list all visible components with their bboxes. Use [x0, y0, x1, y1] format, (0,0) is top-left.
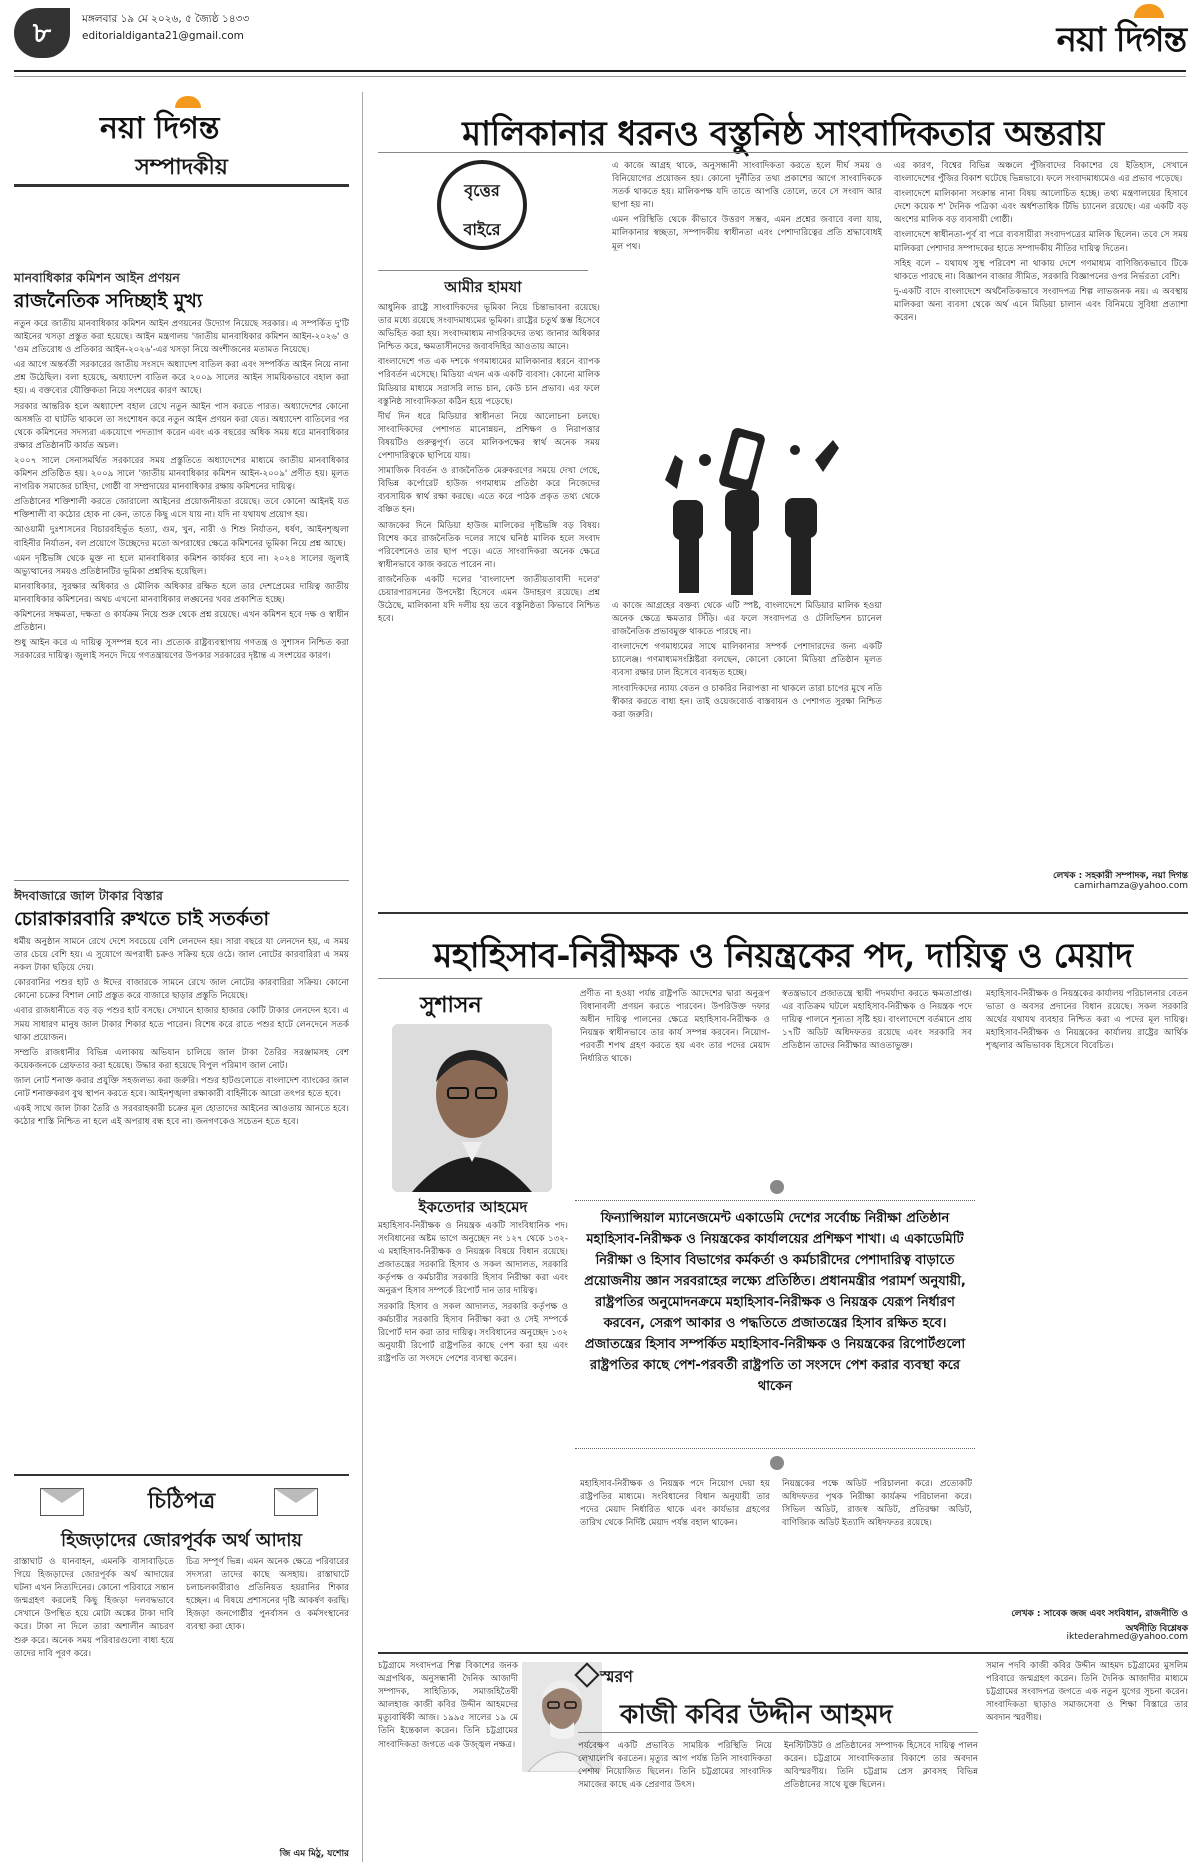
- second-article-signature: লেখক : সাবেক জজ এবং সংবিধান, রাজনীতি ও অর্থনীতি বিশ্লেষক: [1011, 1609, 1188, 1634]
- editorial-headline: চোরাকারবারি রুখতে চাই সতর্কতা: [14, 908, 269, 930]
- obituary-body-far: সমান পদবি কাজী কবির উদ্দীন আহমদ চট্টগ্রামের মুসলিম পরিবারে জন্মগ্রহণ করেন। তিনি দৈনিক আজাদীর মাধ্যমে চট্টগ্রামের সংবাদপত্র জগতে এক নতুন যুগের সূচনা করেন। সাংবাদিকতা ছাড়াও সমাজসেবা ও শিক্ষা বিস্তারে তার অবদান স্মরণীয়।: [986, 1661, 1188, 1724]
- divider: [378, 1652, 1188, 1654]
- header-rule-thin: [14, 76, 1186, 77]
- editorial-kicker: ঈদবাজারে জাল টাকার বিস্তার: [14, 888, 163, 903]
- separator-dot: [770, 1456, 784, 1470]
- second-article-col2: প্রণীত না হওয়া পর্যন্ত রাষ্ট্রপতি আদেশের দ্বারা অনুরূপ বিধানাবলী প্রণয়ন করতে পারবেন। উপরিউক্ত দফার অধীন দায়িত্ব পালনের ক্ষেত্রে মহাহিসাব-নিরীক্ষক ও নিয়ন্ত্রক স্বাধীনভাবে তার কার্য সম্পন্ন করবেন। নিয়োগ-পরবর্তী শপথ গ্রহণ করতে হয় এবং তার পদের মেয়াদ নির্ধারিত থাকে।: [580, 989, 770, 1065]
- obituary-name: কাজী কবির উদ্দীন আহমদ: [620, 1700, 893, 1730]
- letter-body-left: রাস্তাঘাট ও যানবাহন, এমনকি বাসাবাড়িতে গিয়ে হিজড়াদের জোরপূর্বক অর্থ আদায়ের ঘটনা এখন নিত্যদিনের। কোনো পরিবারে সন্তান জন্মগ্রহণ করলেই কিছু হিজড়া দলবদ্ধভাবে সেখানে উপস্থিত হয়ে মোটা অঙ্কের টাকা দাবি করে। টাকা না দিলে তারা অশালীন আচরণ শুরু করে। অনেক সময় পরিবারগুলো বাধ্য হয়ে তাদের দাবি পূরণ করে।: [14, 1557, 174, 1659]
- editorial-brand: নয়া দিগন্ত: [100, 104, 219, 155]
- editorial-body: ধর্মীয় অনুষ্ঠান সামনে রেখে দেশে সবচেয়ে বেশি লেনদেন হয়। সারা বছরে যা লেনদেন হয়, এ সময় তার চেয়ে বেশি হয়। এ সুযোগে অপরাধী চক্রও সক্রিয় হয়ে ওঠে। জাল নোটের কারবারিরা এ সময় নকল টাকা ছড়িয়ে দেয়। কোরবানির পশুর হাট ও ঈদের বাজারকে সামনে রেখে জাল নোটের কারবারিরা সক্রিয়। কোনো কোনো চক্রের বিশাল নোট প্রস্তুত করে বাজারে ছাড়ার প্রস্তুতি নিয়েছে। এবার রাজধানীতে বড় বড় পশুর হাট বসছে। সেখানে হাজার হাজার কোটি টাকার লেনদেন হবে। এ সময় সাধারণ মানুষ জাল টাকার শিকার হতে পারেন। বিশেষ করে রাতে পশুর হাটে লেনদেনে সতর্ক থাকা প্রয়োজন। সম্প্রতি রাজধানীর বিভিন্ন এলাকায় অভিযান চালিয়ে জাল টাকা তৈরির সরঞ্জামসহ বেশ কয়েকজনকে গ্রেফতার করা হয়েছে। উদ্ধার করা হয়েছে বিপুল পরিমাণ জাল নোট। জাল নোট শনাক্ত করার প্রযুক্তি সহজলভ্য করা জরুরি। পশুর হাটগুলোতে বাংলাদেশ ব্যাংকের জাল নোট শনাক্তকরণ বুথ স্থাপন করতে হবে। আইনশৃঙ্খলা রক্ষাকারী বাহিনীকে আরো তৎপর হতে হবে। একই সাথে জাল টাকা তৈরি ও সরবরাহকারী চক্রের মূল হোতাদের আইনের আওতায় আনতে হবে। কঠোর শাস্তি নিশ্চিত না হলে এই অপরাধ বন্ধ হবে না। জনগণকেও সচেতন হতে হবে।: [14, 937, 349, 1128]
- main-article-col2-bottom: এ কাজে আগ্রহের বক্তব্য থেকে এটি স্পষ্ট, বাংলাদেশে মিডিয়ার মালিক হওয়া অনেক ক্ষেত্রে ক্ষমতার সিঁড়ি। এর ফলে সংবাদপত্র ও টেলিভিশন চ্যানেল রাজনৈতিক প্রভাবমুক্ত থাকতে পারছে না। বাংলাদেশে গণমাধ্যমের সাথে মালিকানার সম্পর্ক পেশাদারদের জন্য একটি চ্যালেঞ্জ। গণমাধ্যমসংশ্লিষ্টরা বলছেন, কোনো কোনো মিডিয়া প্রতিষ্ঠান মূলত ব্যবসা রক্ষার ঢাল হিসেবে ব্যবহৃত হচ্ছে। সাংবাদিকদের ন্যায্য বেতন ও চাকরির নিরাপত্তা না থাকলে তারা চাপের মুখে নতি স্বীকার করতে বাধ্য হন। তাই ওয়েজবোর্ড বাস্তবায়ন ও পেশাগত সুরক্ষা নিশ্চিত করা জরুরি।: [612, 601, 882, 720]
- main-article-col3: এর কারণ, বিশ্বের বিভিন্ন অঞ্চলে পুঁজিবাদের বিকাশের যে ইতিহাস, সেখানে বাংলাদেশের পুঁজির বিকাশ ঘটেছে ভিন্নভাবে। ফলে সংবাদমাধ্যমেও এর প্রভাব পড়েছে। বাংলাদেশে মালিকানা সংক্রান্ত নানা বিষয় আলোচিত হচ্ছে। তথ্য মন্ত্রণালয়ের হিসাবে দেশে কয়েক শ' দৈনিক পত্রিকা এবং অর্ধশতাধিক টিভি চ্যানেল রয়েছে। এর একটি বড় অংশের মালিক বড় ব্যবসায়ী গোষ্ঠী। বাংলাদেশে স্বাধীনতা-পূর্ব বা পরে ব্যবসায়ীরা সংবাদপত্রের মালিক ছিলেন। তবে সে সময় মালিকরা পেশাদার সম্পাদকের হাতে সম্পাদকীয় নীতির দায়িত্ব দিতেন। সহিহ বলে – যথাযথ সুস্থ পরিবেশ না থাকায় দেশে গণমাধ্যম বাণিজ্যিকভাবে টিকে থাকতে পারছে না। বিজ্ঞাপন বাজার সীমিত, সরকারি বিজ্ঞাপনের ওপর নির্ভরতা বেশি। দু-একটি বাদে বাংলাদেশে অর্থনৈতিকভাবে সংবাদপত্র শিল্প লাভজনক নয়। এ অবস্থায় মালিকরা অন্য ব্যবসা থেকে অর্থ এনে মিডিয়া চালান এবং বিনিময়ে সুবিধা প্রত্যাশা করেন।: [894, 161, 1188, 324]
- letter-body-right: চিত্র সম্পূর্ণ ভিন্ন। এমন অনেক ক্ষেত্রে পরিবারের সদস্যরা তাদের কাছে অসহায়। রাস্তাঘাটে চলাচলকারীরাও প্রতিনিয়ত হয়রানির শিকার হচ্ছেন। এ বিষয়ে প্রশাসনের দৃষ্টি আকর্ষণ করছি। হিজড়া জনগোষ্ঠীর পুনর্বাসন ও কর্মসংস্থানের ব্যবস্থা করা হোক।: [186, 1557, 349, 1633]
- editorial-kicker: মানবাধিকার কমিশন আইন প্রণয়ন: [14, 270, 180, 285]
- masthead-text: নয়া দিগন্ত: [1056, 20, 1186, 60]
- second-article-col4: মহাহিসাব-নিরীক্ষক ও নিয়ন্ত্রকের কার্যালয় পরিচালনার বেতন ভাতা ও অবসর প্রদানের বিধান রয়েছে। সকল সরকারি অর্থের যথাযথ ব্যবহার নিশ্চিত করা এ পদের মূল দায়িত্ব। মহাহিসাব-নিরীক্ষক ও নিয়ন্ত্রকের কার্যালয় রাষ্ট্রের আর্থিক শৃঙ্খলার অভিভাবক হিসেবে বিবেচিত।: [986, 989, 1188, 1052]
- column-name: সুশাসন: [420, 992, 482, 1018]
- sun-icon: [1134, 4, 1164, 18]
- masthead-logo: [1057, 14, 1186, 71]
- divider: [378, 270, 588, 271]
- editorial-email[interactable]: editorialdiganta21@gmail.com: [82, 30, 244, 42]
- page-header: [0, 0, 1200, 80]
- header-rule: [14, 70, 1186, 72]
- second-article-col3b: নিয়ন্ত্রকের পক্ষে অডিট পরিচালনা করে। প্রত্যেকটি অধিদফতর পৃথক নিরীক্ষা কার্যক্রম পরিচালনা করে। সিভিল অডিট, রাজস্ব অডিট, প্রতিরক্ষা অডিট, বাণিজ্যিক অডিট ইত্যাদি অধিদফতর রয়েছে।: [782, 1479, 972, 1529]
- callout-rule: [575, 1200, 975, 1201]
- divider: [14, 880, 349, 881]
- obituary-intro: চট্টগ্রামে সংবাদপত্র শিল্প বিকাশের জনক অগ্রপথিক, অনুসন্ধানী দৈনিক আজাদী সম্পাদক, সাহিত্যিক, সমাজহিতৈষী আলহাজ কাজী কবির উদ্দীন আহমদের মৃত্যুবার্ষিকী আজ। ১৯৯৫ সালের ১৯ মে তিনি ইন্তেকাল করেন। তিনি চট্টগ্রামের সাংবাদিকতা জগতে এক উজ্জ্বল নক্ষত্র।: [378, 1661, 518, 1750]
- column-divider: [362, 92, 363, 1862]
- sun-icon: [175, 96, 201, 108]
- section-title-editorial: সম্পাদকীয়: [135, 154, 228, 180]
- protest-fists-illustration: [645, 420, 855, 595]
- second-article-signature-email[interactable]: iktederahmed@yahoo.com: [1066, 1632, 1188, 1642]
- author-portrait: [392, 1024, 552, 1192]
- section-title-letters: চিঠিপত্র: [147, 1488, 216, 1514]
- editorial-headline: রাজনৈতিক সদিচ্ছাই মুখ্য: [14, 290, 203, 312]
- separator-dot: [770, 1180, 784, 1194]
- divider: [378, 152, 1188, 153]
- main-article-author: আমীর হামযা: [444, 278, 522, 296]
- page-number: ৮: [14, 8, 70, 58]
- callout-rule: [575, 1448, 975, 1449]
- letter-headline: হিজড়াদের জোরপূর্বক অর্থ আদায়: [60, 1530, 303, 1551]
- second-article-headline: মহাহিসাব-নিরীক্ষক ও নিয়ন্ত্রকের পদ, দায়িত্ব ও মেয়াদ: [433, 936, 1133, 976]
- obituary-body-right: ইনস্টিটিউট ও প্রতিষ্ঠানের সম্পাদক হিসেবে দায়িত্ব পালন করেন। চট্টগ্রামে সাংবাদিকতার বিকাশে তার অবদান অবিস্মরণীয়। তিনি চট্টগ্রাম প্রেস ক্লাবসহ বিভিন্ন প্রতিষ্ঠানের সাথে যুক্ত ছিলেন।: [784, 1741, 978, 1791]
- section-rule: [14, 184, 349, 187]
- dateline: মঙ্গলবার ১৯ মে ২০২৬, ৫ জ্যৈষ্ঠ ১৪৩৩: [82, 13, 250, 25]
- obituary-body-mid: পর্যবেক্ষণ একটি প্রভাবিত সাময়িক পরিস্থিতি নিয়ে লেখালেখি করতেন। মৃত্যুর আগ পর্যন্ত তিনি সাংবাদিকতা পেশায় নিয়োজিত ছিলেন। তিনি চট্টগ্রামের সাংবাদিক সমাজের কাছে এক প্রেরণার উৎস।: [578, 1741, 772, 1791]
- main-article-headline: মালিকানার ধরনও বস্তুনিষ্ঠ সাংবাদিকতার অন্তরায়: [462, 114, 1104, 154]
- main-article-signature: লেখক : সহকারী সম্পাদক, নয়া দিগন্ত: [1052, 871, 1188, 881]
- main-article-signature-email[interactable]: camirhamza@yahoo.com: [1074, 881, 1188, 891]
- section-title-remembrance: স্মরণ: [600, 1667, 633, 1686]
- main-article-col1: আধুনিক রাষ্ট্রে সাংবাদিকদের ভূমিকা নিয়ে চিন্তাভাবনা রয়েছে। তার মধ্যে রয়েছে সংবাদমাধ্যমের ভূমিকা। রাষ্ট্রের চতুর্থ স্তম্ভ হিসেবে অভিহিত করা হয়। সংবাদমাধ্যম নাগরিকদের তথ্য জানার অধিকার নিশ্চিত করে, ক্ষমতাসীনদের জবাবদিহির আওতায় আনে। বাংলাদেশে গত এক দশকে গণমাধ্যমের মালিকানার ধরনে ব্যাপক পরিবর্তন এসেছে। মিডিয়া এখন এক একটি ব্যবসা। কোনো মালিক মিডিয়ার মাধ্যমে সরাসরি লাভ চান, কেউ চান প্রভাব। এর ফলে বস্তুনিষ্ঠ সাংবাদিকতা কঠিন হয়ে পড়েছে। দীর্ঘ দিন ধরে মিডিয়ার স্বাধীনতা নিয়ে আলোচনা চলছে। সাংবাদিকদের পেশাগত মানোন্নয়ন, প্রশিক্ষণ ও নিরাপত্তার বিষয়টিও গুরুত্বপূর্ণ। তবে মালিকপক্ষের স্বার্থ অনেক সময় পেশাদারিত্বকে ছাপিয়ে যায়। সামাজিক বিবর্তন ও রাজনৈতিক মেরুকরণের সময়ে দেখা গেছে, বিভিন্ন কর্পোরেট হাউজ গণমাধ্যম প্রতিষ্ঠা করে নিজেদের ব্যবসায়িক স্বার্থ রক্ষা করছে। এতে করে পাঠক প্রকৃত তথ্য থেকে বঞ্চিত হন। আজকের দিনে মিডিয়া হাউজ মালিকের দৃষ্টিভঙ্গি বড় বিষয়। বিশেষ করে রাজনৈতিক দলের সাথে ঘনিষ্ঠ মালিক হলে সংবাদ পরিবেশনেও তার ছাপ পড়ে। এতে সাংবাদিকরা অনেক ক্ষেত্রে স্বাধীনভাবে কাজ করতে পারেন না। রাজনৈতিক একটি দলের 'বাংলাদেশ জাতীয়তাবাদী দলের' চেয়ারপারসনের উপদেষ্টা হিসেবে এমন উদাহরণ রয়েছে। প্রশ্ন উঠেছে, মালিকানা যদি দলীয় হয় তবে বস্তুনিষ্ঠতা কিভাবে নিশ্চিত হবে।: [378, 303, 600, 625]
- editorial-body: নতুন করে জাতীয় মানবাধিকার কমিশন আইন প্রণয়নের উদ্যোগ নিয়েছে সরকার। এ সম্পর্কিত দু'টি আইনের খসড়া প্রস্তুত করা হয়েছে। আইন মন্ত্রণালয় 'জাতীয় মানবাধিকার কমিশন আইন-২০২৬' ও 'গুম প্রতিরোধ ও প্রতিকার আইন-২০২৬'-এর খসড়া নিয়ে অংশীজনের মতামত নিয়েছে। এর আগে অন্তর্বর্তী সরকারের জাতীয় সংসদে অধ্যাদেশ বাতিল করা এবং সম্পর্কিত আইন নিয়ে নানা প্রশ্ন উঠেছিল। বলা হয়েছে, অধ্যাদেশ বাতিল করে ২০০৯ সালের আইন সাময়িকভাবে বহাল করা হয়। এ বক্তব্যের যৌক্তিকতা নিয়ে সংশয়ের কারণ আছে। সরকার আন্তরিক হলে অধ্যাদেশ বহাল রেখে নতুন আইন পাস করতে পারত। অধ্যাদেশের কোনো অসঙ্গতি বা ঘাটতি থাকলে তা সংশোধন করে নতুন আইন প্রণয়ন করা যেত। অধ্যাদেশ বাতিলের পর থেকে কমিশনের সদস্যরা একযোগে পদত্যাগ করেন এবং এক বছরের অধিক সময় ধরে মানবাধিকার রক্ষার প্রতিষ্ঠানটি কার্যত অচল। ২০০৭ সালে সেনাসমর্থিত সরকারের সময় প্রস্তুতিতে অধ্যাদেশের মাধ্যমে জাতীয় মানবাধিকার কমিশন প্রতিষ্ঠিত হয়। ২০০৯ সালে 'জাতীয় মানবাধিকার কমিশন আইন-২০০৯' প্রণীত হয়। মূলত নাগরিক সমাজের চাহিদা, গোষ্ঠী বা সম্প্রদায়ের মানবাধিকার রক্ষায় কমিশনের দায়িত্ব। প্রতিষ্ঠানের শক্তিশালী করতে জোরালো আইনের প্রয়োজনীয়তা রয়েছে। তবে কোনো আইনই যত শক্তিশালী বা কঠোর হোক না কেন, তাতে কিছু এসে যায় না। যদি না যথাযথ প্রয়োগ হয়। আওয়ামী দুঃশাসনের বিচারবহির্ভূত হত্যা, গুম, খুন, নারী ও শিশু নির্যাতন, ধর্ষণ, আইনশৃঙ্খলা বাহিনীর নির্যাতন, বল প্রয়োগে উচ্ছেদের মতো অপরাধের ক্ষেত্রে কমিশনের ভূমিকা নিয়ে প্রশ্ন আছে। এমন দৃষ্টিভঙ্গি থেকে মুক্ত না হলে মানবাধিকার কমিশন কার্যকর হবে না। ২০২৪ সালের জুলাই অভ্যুত্থানের সময়ও প্রতিষ্ঠানটির ভূমিকা প্রশ্নবিদ্ধ হয়েছিল। মানবাধিকার, সুরক্ষার অধিকার ও মৌলিক অধিকার রক্ষিত হলে তার দেশপ্রেমের দায়িত্ব জাতীয় মানবাধিকার কমিশনের। অথচ এখনো মানবাধিকার লঙ্ঘনের খবর প্রকাশিত হচ্ছে। কমিশনের সক্ষমতা, দক্ষতা ও কার্যক্রম নিয়ে শুরু থেকে প্রশ্ন রয়েছে। এখন কমিশন হবে দক্ষ ও স্বাধীন প্রতিষ্ঠান। শুধু আইন করে এ দায়িত্ব সুসম্পন্ন হবে না। প্রত্যেক রাষ্ট্রব্যবস্থাগায় গণতন্ত্র ও সুশাসন নিশ্চিত করা সরকারের দায়িত্ব। জুলাই সনদে দিয়ে গণতন্ত্রায়ণের উপকার সরকারের দৃষ্টান্ত এ সংশয়ের কারণ।: [14, 319, 349, 662]
- second-article-col1: মহাহিসাব-নিরীক্ষক ও নিয়ন্ত্রক একটি সাংবিধানিক পদ। সংবিধানের অষ্টম ভাগে অনুচ্ছেদ নং ১২৭ থেকে ১৩২-এ মহাহিসাব-নিরীক্ষক ও নিয়ন্ত্রক বিষয়ে বিধান রয়েছে। প্রজাতন্ত্রের সরকারি হিসাব ও সকল আদালত, সরকারি কর্তৃপক্ষ ও কর্মচারীর সরকারি হিসাব নিরীক্ষা করা এবং অনুরূপ হিসাব সম্পর্কে রিপোর্ট দান তার দায়িত্ব। সরকারি হিসাব ও সকল আদালত, সরকারি কর্তৃপক্ষ ও কর্মচারীর সরকারি হিসাব নিরীক্ষা করা ও সেই সম্পর্কে রিপোর্ট দান করা তার দায়িত্ব। সংবিধানের অনুচ্ছেদ ১৩২ অনুযায়ী রিপোর্ট রাষ্ট্রপতির কাছে পেশ করা হয় এবং রাষ্ট্রপতি তা সংসদে পেশের ব্যবস্থা করেন।: [378, 1221, 568, 1364]
- divider: [578, 1732, 978, 1733]
- second-article-col2b: মহাহিসাব-নিরীক্ষক ও নিয়ন্ত্রক পদে নিয়োগ দেয়া হয় রাষ্ট্রপতির মাধ্যমে। সংবিধানের বিধান অনুযায়ী তার পদের মেয়াদ নির্ধারিত থাকে এবং কার্যভার গ্রহণের তারিখ থেকে নির্দিষ্ট মেয়াদ পর্যন্ত বহাল থাকেন।: [580, 1479, 770, 1529]
- editorial-first: [14, 270, 349, 880]
- second-article-author: ইকতেদার আহমেদ: [418, 1198, 528, 1216]
- editorial-second: [14, 888, 349, 1496]
- main-article-col2-top: এ কাজে আগ্রহ থাকে, অনুসন্ধানী সাংবাদিকতা করতে হলে দীর্ঘ সময় ও বিনিয়োগের প্রয়োজন হয়। কোনো দুর্নীতির তথ্য প্রকাশের আগে সাংবাদিককে সতর্ক থাকতে হয়। মালিকপক্ষ যদি তাতে আপত্তি তোলে, তবে সে সংবাদ আর ছাপা হয় না। এমন পরিস্থিতি থেকে কীভাবে উত্তরণ সম্ভব, এমন প্রশ্নের জবাবে বলা যায়, মালিকানার স্বচ্ছতা, সম্পাদকীয় স্বাধীনতা এবং পেশাদারিত্বের প্রতি শ্রদ্ধাবোধই মূল পথ।: [612, 161, 882, 252]
- column-badge: বৃত্তের বাইরে: [437, 160, 527, 250]
- divider: [14, 1474, 349, 1476]
- second-article-col3: স্বতন্ত্রভাবে প্রজাতন্ত্রে স্থায়ী পদমর্যাদা করতে ক্ষমতাপ্রাপ্ত। এর ব্যতিক্রম ঘটলে মহাহিসাব-নিরীক্ষক ও নিয়ন্ত্রক পদে দায়িত্ব পালনে শূন্যতা সৃষ্টি হয়। বাংলাদেশে বর্তমানে প্রায় ১৭টি অডিট অধিদফতর রয়েছে এবং সরকারি সব প্রতিষ্ঠান তাদের নিরীক্ষার আওতাভুক্ত।: [782, 989, 972, 1052]
- letter-writer: জি এম মিঠু, যশোর: [279, 1849, 349, 1859]
- pull-quote: ফিন্যান্সিয়াল ম্যানেজমেন্ট একাডেমি দেশের সর্বোচ্চ নিরীক্ষা প্রতিষ্ঠান মহাহিসাব-নিরীক্ষক ও নিয়ন্ত্রকের কার্যালয়ের প্রশিক্ষণ শাখা। এ একাডেমিটি নিরীক্ষা ও হিসাব বিভাগের কর্মকর্তা ও কর্মচারীদের পেশাদারিত্ব বাড়াতে প্রয়োজনীয় জ্ঞান সরবরাহের লক্ষ্যে প্রতিষ্ঠিত। প্রধানমন্ত্রীর পরামর্শ অনুযায়ী, রাষ্ট্রপতির অনুমোদনক্রমে মহাহিসাব-নিরীক্ষক ও নিয়ন্ত্রক যেরূপ নির্ধারণ করবেন, সেরূপ আকার ও পদ্ধতিতে প্রজাতন্ত্রের হিসাব রক্ষিত হবে। প্রজাতন্ত্রের হিসাব সম্পর্কিত মহাহিসাব-নিরীক্ষক ও নিয়ন্ত্রকের রিপোর্টগুলো রাষ্ট্রপতির কাছে পেশ-পরবর্তী রাষ্ট্রপতি তা সংসদে পেশ করার ব্যবস্থা করে থাকেন: [584, 1211, 966, 1394]
- divider: [378, 912, 1188, 914]
- author-photo: [392, 1024, 552, 1192]
- divider: [378, 978, 1188, 979]
